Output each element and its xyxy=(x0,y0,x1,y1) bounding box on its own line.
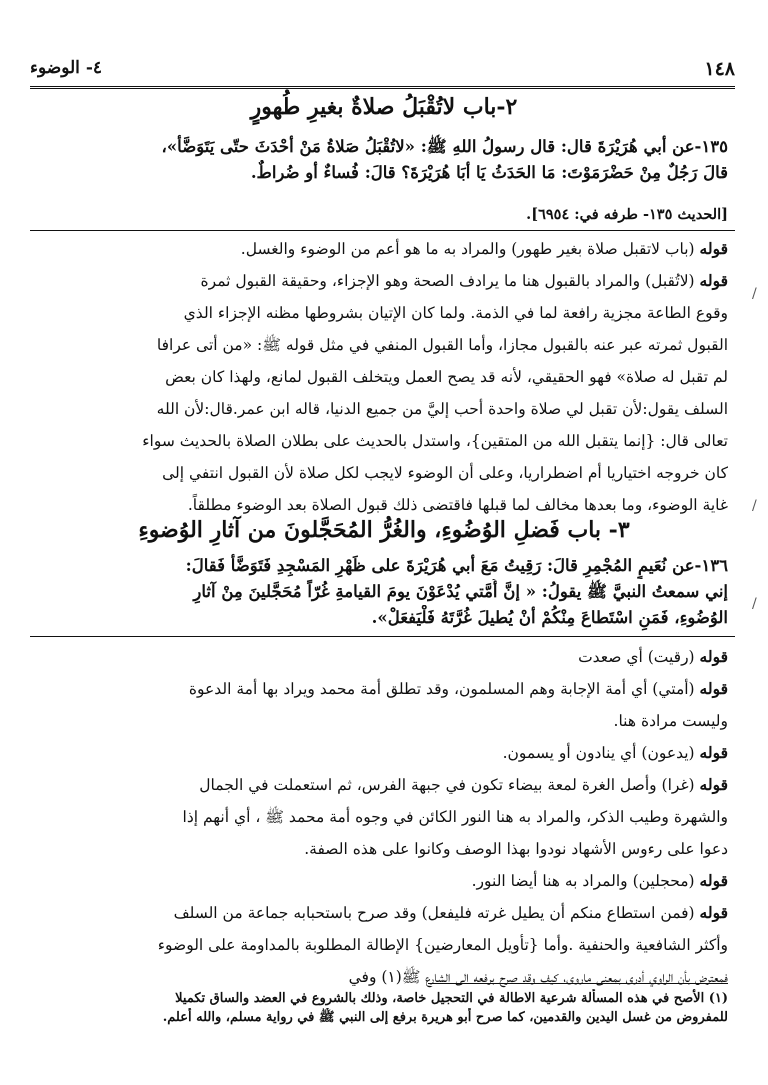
commentary-line: قوله (محجلين) والمراد به هنا أيضا النور. xyxy=(471,871,728,890)
commentary-keyword: قوله xyxy=(699,679,728,698)
hadith-line: الوُضُوءِ، فَمَنِ اسْتَطاعَ مِنْكُمْ أنْ يُطيلَ غُرَّتَهُ فَلْيَفعَلْ». xyxy=(371,608,728,627)
commentary-keyword: قوله xyxy=(699,871,728,890)
section-divider xyxy=(30,230,735,231)
commentary-line: كان خروجه اختياريا أم اضطراريا، وعلى أن الوضوء لايجب لكل صلاة لأن القبول انتفي إلى xyxy=(162,464,728,482)
footnote-line: (١) الأصح في هذه المسألة شرعية الاطالة في التحجيل خاصة، وذلك بالشروع في العضد والساق تكميلا xyxy=(175,991,728,1006)
footnote-line: للمفروض من غسل اليدين والقدمين، كما صرح أبو هريرة برفع إلى النبي ﷺ في رواية مسلم، والله أعلم. xyxy=(162,1010,728,1025)
commentary-line: فمعترض بأن الراوي أدرى بمعنى ماروى، كيف وقد صرح برفعه الى الشارع ﷺ(١) وفي xyxy=(348,968,728,986)
chapter-name: ٤- الوضوء xyxy=(30,58,103,78)
commentary-line: قوله (لاتُقبل) والمراد بالقبول هنا ما يرادف الصحة وهو الإجزاء، وحقيقة القبول ثمرة xyxy=(200,271,728,290)
commentary-line: القبول ثمرته عبر عنه بالقبول مجازا، وأما القبول المنفي في مثل قوله ﷺ: «من أتى عرافا xyxy=(156,336,728,354)
hadith-136 xyxy=(40,553,728,631)
margin-mark: / xyxy=(752,596,757,612)
hadith-135 xyxy=(40,134,728,186)
commentary-line: غاية الوضوء، وما بعدها مخالف لما قبلها فاقتضى ذلك قبول الصلاة بعد الوضوء مطلقاً. xyxy=(187,496,728,514)
commentary-line: والشهرة وطيب الذكر، والمراد به هنا النور الكائن في وجوه أمة محمد ﷺ ، أي أنهم إذا xyxy=(182,808,728,826)
page-number: ١٤٨ xyxy=(704,58,735,80)
margin-mark: / xyxy=(752,498,757,514)
commentary-keyword: قوله xyxy=(699,903,728,922)
commentary-line: دعوا على رءوس الأشهاد نودوا بهذا الوصف وكانوا على هذه الصفة. xyxy=(304,840,728,858)
commentary-keyword: قوله xyxy=(699,775,728,794)
commentary-line: قوله (باب لاتقبل صلاة بغير طهور) والمراد به ما هو أعم من الوضوء والغسل. xyxy=(240,239,728,258)
commentary-line: قوله (فمن استطاع منكم أن يطيل غرته فليفعل) وقد صرح باستحبابه جماعة من السلف xyxy=(173,903,728,922)
commentary-line: السلف يقول:لأن تقبل لي صلاة واحدة أحب إليَّ من جميع الدنيا، قاله ابن عمر.قال:لأن الله xyxy=(156,400,728,418)
running-header xyxy=(30,58,735,84)
commentary-keyword: قوله xyxy=(699,271,728,290)
footnote xyxy=(40,989,728,1027)
commentary-line: قوله (غرا) وأصل الغرة لمعة بيضاء تكون في جبهة الفرس، ثم استعملت في الجمال xyxy=(199,775,728,794)
hadith-reference: [الحديث ١٣٥- طرفه في: ٦٩٥٤]. xyxy=(526,206,728,223)
commentary-keyword: قوله xyxy=(699,647,728,666)
commentary-line: قوله (يدعون) أي ينادون أو يسمون. xyxy=(502,743,728,762)
commentary-keyword: قوله xyxy=(699,743,728,762)
commentary-line: وقوع الطاعة مجزية رافعة لما في الذمة. ولما كان الإتيان بشروطها مظنه الإجزاء الذي xyxy=(183,304,728,322)
commentary-line: وأكثر الشافعية والحنفية .وأما {تأويل المعارضين} الإطالة المطلوبة بالمداومة على الوضوء xyxy=(157,936,728,954)
section-title-2: ٣- باب فَضلِ الوُضُوءِ، والغُرُّ المُحَجَّلونَ من آثارِ الوُضوءِ xyxy=(138,517,630,543)
commentary-line: قوله (رقيت) أي صعدت xyxy=(578,647,728,666)
commentary-line: لم تقبل له صلاة» فهو الحقيقي، لأنه قد يصح العمل ويتخلف القبول لمانع، ولهذا كان بعض xyxy=(165,368,728,386)
hadith-line: ١٣٦-عن نُعَيمٍ المُجْمِرِ قالَ: رَقِيتُ مَعَ أبي هُرَيْرَةَ على ظَهْرِ المَسْجِدِ فَتَوَضَّأ فَقالَ: xyxy=(185,556,728,575)
header-rule xyxy=(30,86,735,89)
commentary-line: تعالى قال: {إنما يتقبل الله من المتقين}، واستدل بالحديث على بطلان الصلاة بالحديث سواء xyxy=(142,432,728,450)
section-divider xyxy=(30,636,735,637)
margin-mark: / xyxy=(752,286,757,302)
commentary-1 xyxy=(40,233,728,521)
commentary-line: وليست مرادة هنا. xyxy=(613,712,728,730)
section-title-1: ٢-باب لاتُقْبَلُ صلاةٌ بغيرِ طُهورٍ xyxy=(250,94,518,120)
footnote-rule xyxy=(428,983,728,984)
commentary-2 xyxy=(40,641,728,993)
hadith-line: ١٣٥-عن أبي هُرَيْرَةَ قال: قال رسولُ اللهِ ﷺ: «لاتُقْبَلُ صَلاةُ مَنْ أحْدَثَ حتّى يَتَوَضَّأ»، xyxy=(161,137,728,156)
commentary-keyword: قوله xyxy=(699,239,728,258)
hadith-line: قالَ رَجُلٌ مِنْ حَضْرَمَوْتَ: مَا الحَدَثُ يَا أبَا هُرَيْرَةَ؟ قالَ: فُساءٌ أو ضُراطٌ. xyxy=(250,163,728,182)
hadith-line: إني سمعتُ النبيَّ ﷺ يقولُ: « إنَّ أُمَّتي يُدْعَوْنَ يومَ القيامةِ غُرّاً مُحَجَّلينَ مِنْ آثارِ xyxy=(193,582,728,601)
commentary-line: قوله (أمتي) أي أمة الإجابة وهم المسلمون، وقد تطلق أمة محمد ويراد بها أمة الدعوة xyxy=(188,679,728,698)
